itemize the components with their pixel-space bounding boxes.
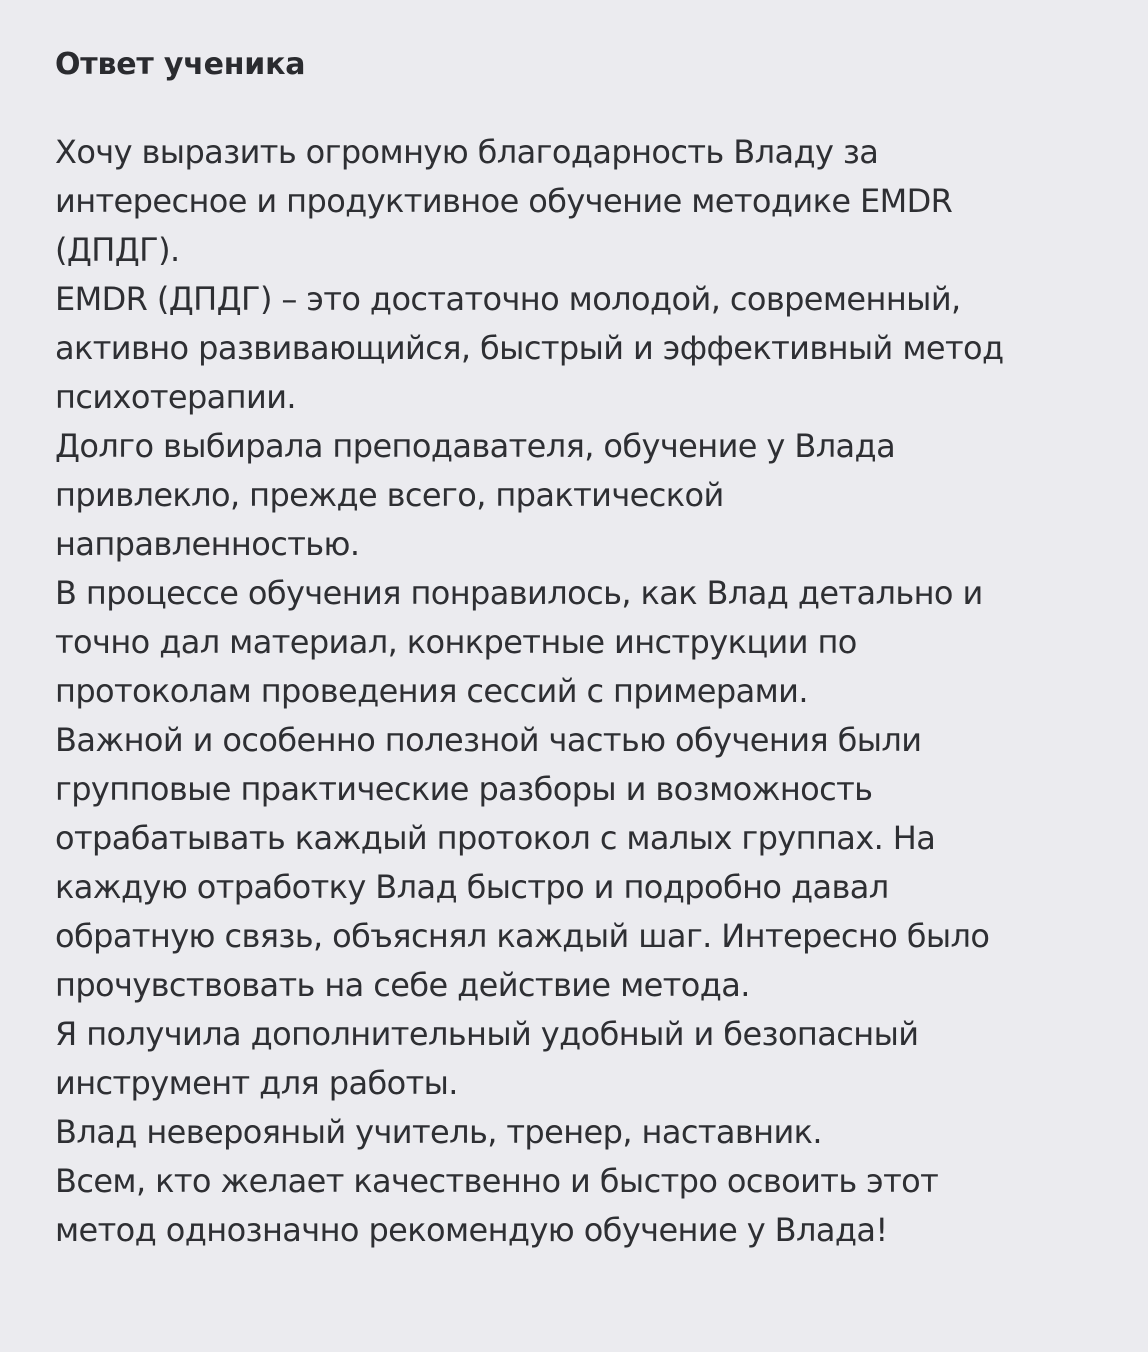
review-line: групповые практические разборы и возможность (55, 770, 873, 808)
review-line: отрабатывать каждый протокол с малых группах. На (55, 819, 936, 857)
review-line: обратную связь, объяснял каждый шаг. Интересно было (55, 917, 990, 955)
review-line: Важной и особенно полезной частью обучения были (55, 721, 922, 759)
review-line: точно дал материал, конкретные инструкции по (55, 623, 857, 661)
review-line: Долго выбирала преподавателя, обучение у Влада (55, 427, 896, 465)
review-line: EMDR (ДПДГ) – это достаточно молодой, современный, (55, 280, 961, 318)
review-line: протоколам проведения сессий с примерами. (55, 672, 808, 710)
review-line: интересное и продуктивное обучение методике EMDR (55, 182, 953, 220)
review-line: В процессе обучения понравилось, как Влад детально и (55, 574, 983, 612)
review-line: Я получила дополнительный удобный и безопасный (55, 1015, 919, 1053)
review-title: Ответ ученика (55, 47, 306, 82)
review-text (55, 126, 1115, 1256)
review-line: Всем, кто желает качественно и быстро освоить этот (55, 1162, 939, 1200)
review-line: (ДПДГ). (55, 231, 180, 269)
review-line: направленностью. (55, 525, 360, 563)
review-line: привлекло, прежде всего, практической (55, 476, 724, 514)
review-line: метод однозначно рекомендую обучение у Влада! (55, 1211, 888, 1249)
review-line: прочувствовать на себе действие метода. (55, 966, 750, 1004)
review-line: Хочу выразить огромную благодарность Владу за (55, 133, 879, 171)
review-line: Влад неверояный учитель, тренер, наставник. (55, 1113, 822, 1151)
review-line: психотерапии. (55, 378, 296, 416)
review-line: активно развивающийся, быстрый и эффективный метод (55, 329, 1004, 367)
review-line: каждую отработку Влад быстро и подробно давал (55, 868, 889, 906)
review-line: инструмент для работы. (55, 1064, 458, 1102)
